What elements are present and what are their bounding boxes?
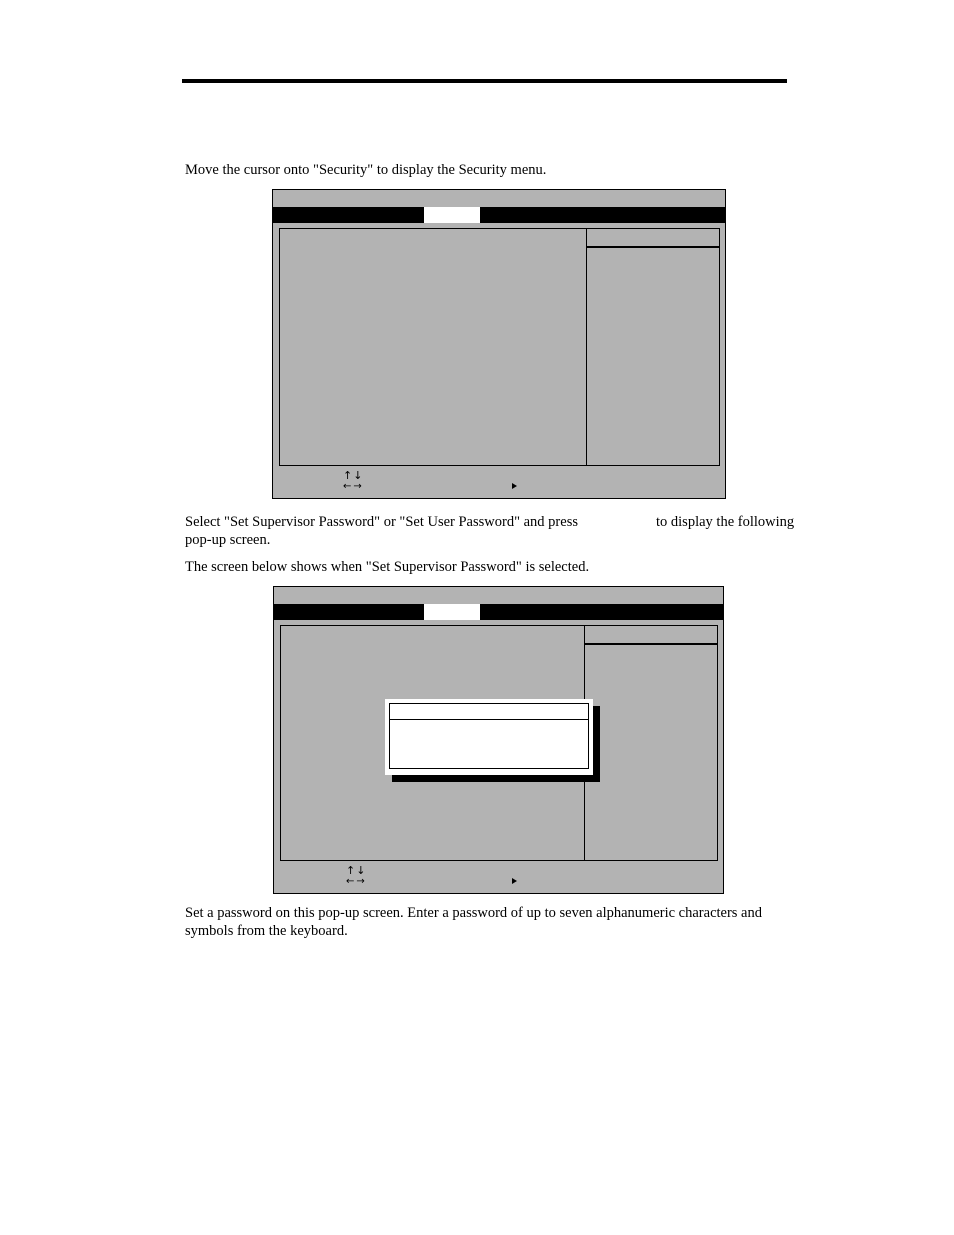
bios-help-header <box>587 229 719 248</box>
key-hints <box>343 470 364 492</box>
up-down-arrows-icon: ↑↓ <box>346 864 367 877</box>
password-popup <box>385 699 593 775</box>
shown-when-text: The screen below shows when "Set Supervisor Password" is selected. <box>185 559 590 575</box>
bios-password-screen <box>273 586 724 894</box>
popup-title-separator <box>390 719 588 720</box>
select-text-part3: pop-up screen. <box>185 532 271 548</box>
password-popup-box[interactable] <box>389 703 589 769</box>
bios-help-header <box>585 626 717 645</box>
intro-text: Move the cursor onto "Security" to display the Security menu. <box>185 162 547 178</box>
left-right-arrows-icon: ←→ <box>343 481 364 492</box>
key-hints <box>346 865 367 887</box>
right-triangle-icon <box>512 483 517 489</box>
select-text-part1: Select "Set Supervisor Password" or "Set User Password" and press <box>185 514 578 530</box>
bios-security-screen <box>272 189 726 499</box>
bios-menu-bar <box>274 604 723 620</box>
left-right-arrows-icon: ←→ <box>346 876 367 887</box>
right-triangle-icon <box>512 878 517 884</box>
set-password-text: Set a password on this pop-up screen. Enter a password of up to seven alphanumeric characters and symbols from the keyboard. <box>185 905 762 939</box>
tab-security[interactable] <box>424 604 480 620</box>
tab-security[interactable] <box>424 207 480 223</box>
bios-menu-bar <box>273 207 725 223</box>
bios-help-panel <box>586 228 720 466</box>
select-text-part2: to display the following <box>656 514 795 530</box>
bios-help-panel <box>584 625 718 861</box>
up-down-arrows-icon: ↑↓ <box>343 469 364 482</box>
header-rule <box>182 79 787 83</box>
bios-main-panel <box>279 228 587 466</box>
